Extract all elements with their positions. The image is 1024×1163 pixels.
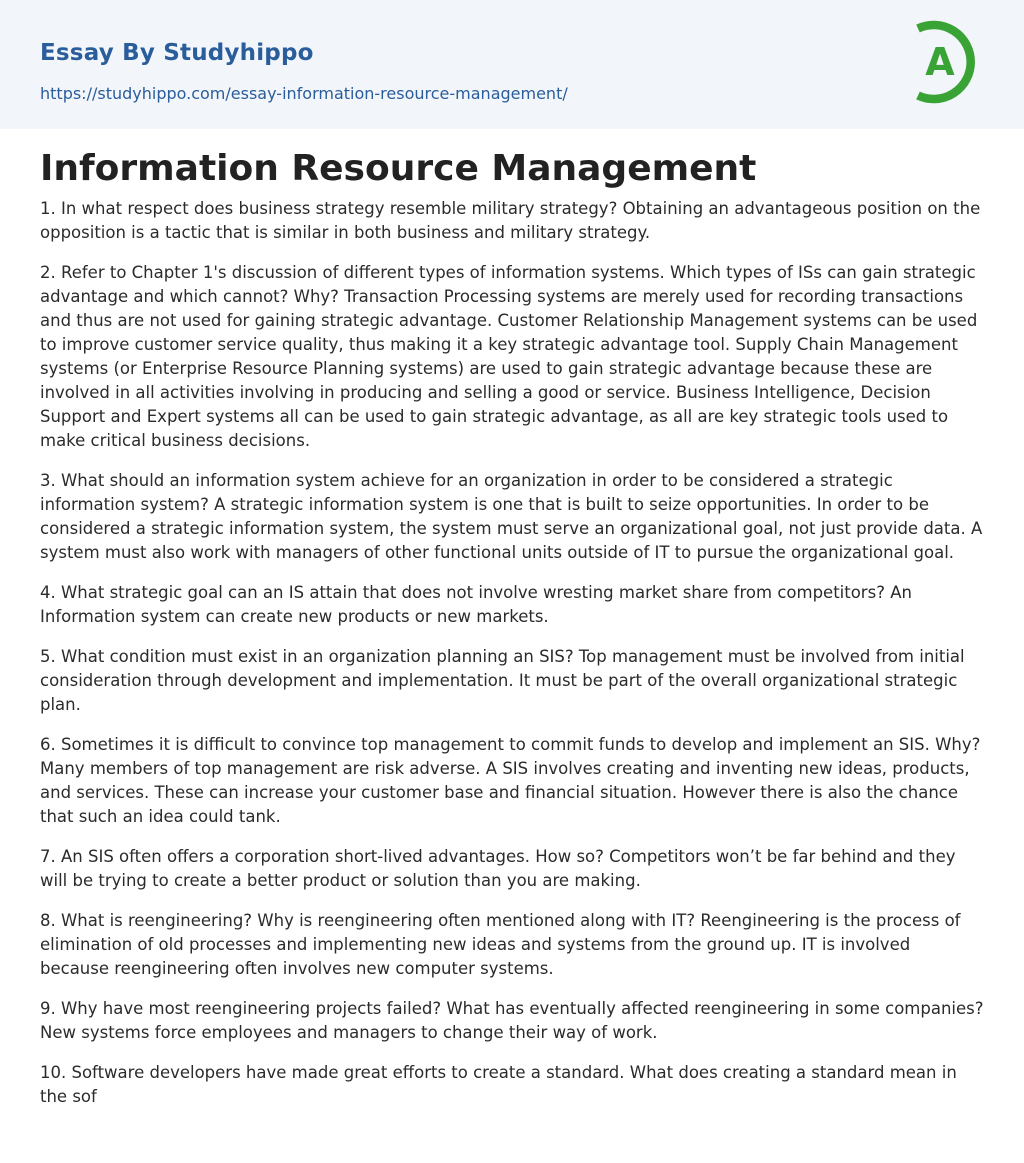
page-header	[0, 0, 1024, 129]
article-paragraph: 4. What strategic goal can an IS attain that does not involve wresting market share from competitors? An Information system can create new products or new markets.	[40, 583, 912, 626]
article-paragraph: 5. What condition must exist in an organization planning an SIS? Top management must be involved from initial consideration through development and implementation. It must be part of the overall organizational strategic plan.	[40, 647, 965, 714]
article-paragraph: 8. What is reengineering? Why is reengineering often mentioned along with IT? Reengineering is the process of elimination of old processes and implementing new ideas and systems from the ground up. IT is involved because reengineering often involves new computer systems.	[40, 911, 961, 978]
article-paragraph: 9. Why have most reengineering projects failed? What has eventually affected reengineering in some companies? New systems force employees and managers to change their way of work.	[40, 999, 984, 1042]
article-paragraph: 1. In what respect does business strategy resemble military strategy? Obtaining an advantageous position on the opposition is a tactic that is similar in both business and military strategy.	[40, 199, 981, 242]
article	[0, 129, 1024, 1109]
article-paragraph: 7. An SIS often offers a corporation short-lived advantages. How so? Competitors won’t be far behind and they will be trying to create a better product or solution than you are making.	[40, 847, 956, 890]
essay-url-link[interactable]: https://studyhippo.com/essay-information-resource-management/	[40, 84, 568, 103]
article-paragraph: 2. Refer to Chapter 1's discussion of different types of information systems. Which types of ISs can gain strategic advantage and which cannot? Why? Transaction Processing systems are merely used for recording transactions and thus are not used for gaining strategic advantage. Customer Relationship Management systems can be used to improve customer service quality, thus making it a key strategic advantage tool. Supply Chain Management systems (or Enterprise Resource Planning systems) are used to gain strategic advantage because these are involved in all activities involving in producing and selling a good or service. Business Intelligence, Decision Support and Expert systems all can be used to gain strategic advantage, as all are key strategic tools used to make critical business decisions.	[40, 263, 978, 450]
logo-letter: A	[925, 40, 955, 84]
article-title: Information Resource Management	[40, 148, 757, 189]
article-paragraph: 6. Sometimes it is difficult to convince top management to commit funds to develop and implement an SIS. Why? Many members of top management are risk adverse. A SIS involves creating and inventing new ideas, products, and services. These can increase your customer base and financial situation. However there is also the chance that such an idea could tank.	[40, 735, 981, 826]
studyhippo-logo-icon[interactable]	[904, 18, 988, 106]
article-paragraph: 3. What should an information system achieve for an organization in order to be considered a strategic information system? A strategic information system is one that is built to seize opportunities. In order to be considered a strategic information system, the system must serve an organizational goal, not just provide data. A system must also work with managers of other functional units outside of IT to pursue the organizational goal.	[40, 471, 983, 562]
article-paragraph: 10. Software developers have made great efforts to create a standard. What does creating a standard mean in the sof	[40, 1063, 957, 1106]
site-brand[interactable]: Essay By Studyhippo	[40, 40, 314, 66]
